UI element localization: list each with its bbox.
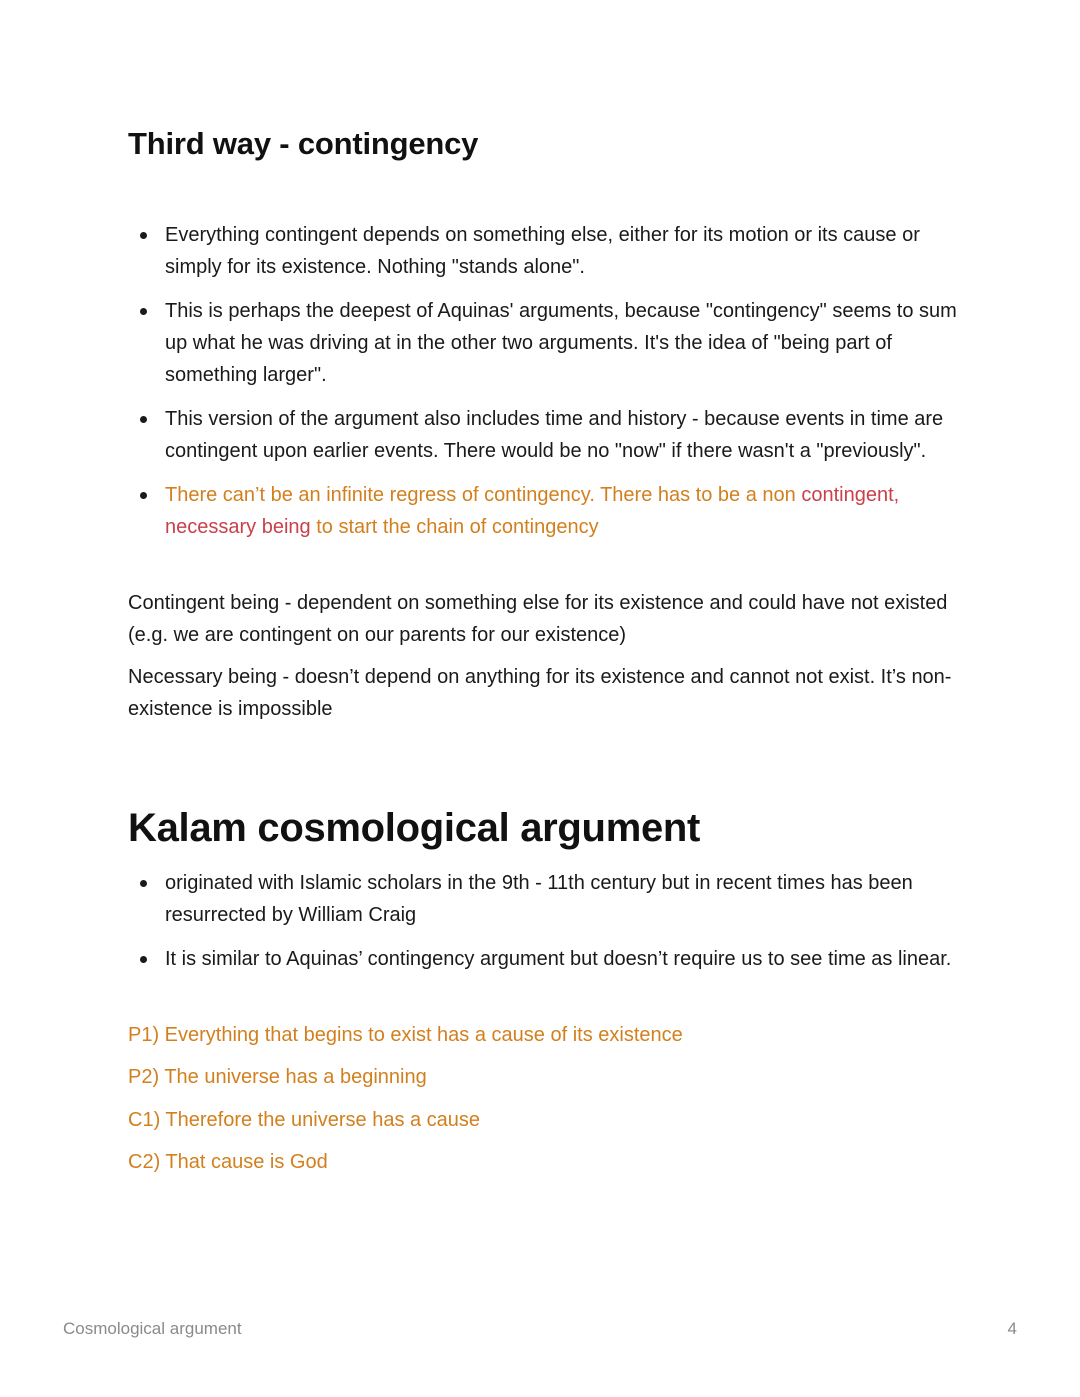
highlight-text-red: contingent, necessary being	[165, 484, 900, 538]
bullet-text: It is similar to Aquinas’ contingency argument but doesn’t require us to see time as linear.	[165, 948, 952, 970]
premise-p2: P2) The universe has a beginning	[128, 1066, 427, 1088]
conclusion-c1: C1) Therefore the universe has a cause	[128, 1109, 481, 1131]
kalam-bullet-list	[128, 867, 958, 987]
footer-document-title: Cosmological argument	[63, 1319, 242, 1338]
bullet-text: originated with Islamic scholars in the 9th - 11th century but in recent times has been resurrected by William Craig	[165, 872, 913, 926]
bullet-icon	[140, 416, 147, 423]
third-way-bullet-list	[128, 219, 958, 555]
list-item	[128, 403, 958, 467]
bullet-icon	[140, 880, 147, 887]
definition-contingent-being: Contingent being - dependent on something else for its existence and could have not existed (e.g. we are contingent on our parents for our existence)	[128, 592, 948, 646]
section-heading-third-way: Third way - contingency	[128, 126, 479, 161]
section-heading-kalam: Kalam cosmological argument	[128, 806, 701, 850]
list-item	[128, 867, 958, 931]
premise-p1: P1) Everything that begins to exist has a cause of its existence	[128, 1024, 683, 1046]
footer-page-number: 4	[1007, 1319, 1017, 1338]
definition-necessary-being: Necessary being - doesn’t depend on anything for its existence and cannot not exist. It’s non-existence is impossible	[128, 666, 952, 720]
bullet-text: This version of the argument also includes time and history - because events in time are contingent upon earlier events. There would be no "now" if there wasn't a "previously".	[165, 408, 944, 462]
list-item	[128, 219, 958, 283]
list-item	[128, 295, 958, 391]
bullet-icon	[140, 232, 147, 239]
list-item	[128, 943, 958, 975]
bullet-icon	[140, 308, 147, 315]
bullet-text: This is perhaps the deepest of Aquinas' arguments, because "contingency" seems to sum up what he was driving at in the other two arguments. It's the idea of "being part of something larger".	[165, 300, 957, 386]
bullet-icon	[140, 492, 147, 499]
highlight-text-orange-end: to start the chain of contingency	[310, 516, 599, 538]
highlight-text-orange: There can’t be an infinite regress of contingency. There has to be a non	[165, 484, 802, 506]
bullet-icon	[140, 956, 147, 963]
list-item-highlighted	[128, 479, 958, 543]
conclusion-c2: C2) That cause is God	[128, 1151, 328, 1173]
bullet-text: Everything contingent depends on something else, either for its motion or its cause or simply for its existence. Nothing "stands alone".	[165, 224, 920, 278]
